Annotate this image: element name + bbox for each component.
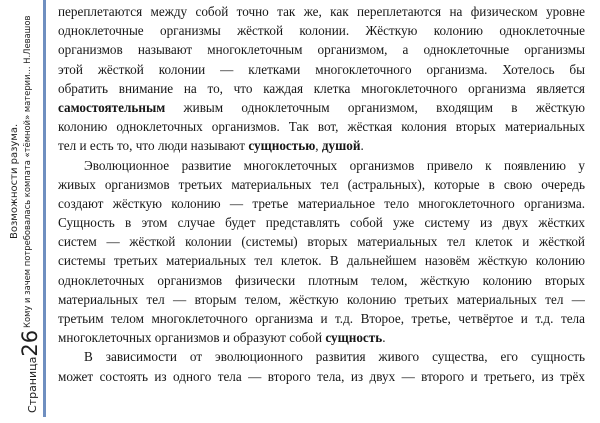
bold-term: сущность: [325, 330, 383, 346]
text-line: обратить внимание на то, что каждая клетка многоклеточного организма является: [58, 80, 585, 96]
bold-term: душой: [321, 138, 361, 154]
text-line: систем — жёсткой колонии (системы) вторых материальных тел клеток и жёсткой: [58, 234, 585, 250]
text-line: создают жёсткую колонию — третье материальное тело многоклеточного организма.: [58, 195, 585, 211]
text-line: колонию одноклеточных организмов. Так вот, жёсткая колония вторых материальных: [58, 119, 585, 135]
text-line: Эволюционное развитие многоклеточных организмов привело к появлению у: [84, 157, 585, 173]
text-line: одноклеточные организмы жёсткой колонии. Жёсткую колонию одноклеточные: [58, 23, 585, 39]
sidebar-rotated-text: [6, 0, 43, 417]
page-label-line: [20, 330, 41, 413]
text-line: [58, 98, 585, 117]
text-line: Сущность в этом случае будет представлять собой уже систему из двух жёстких: [58, 215, 585, 231]
bold-term: самостоятельным: [58, 99, 166, 115]
text-line: [58, 328, 585, 347]
text-span: живым одноклеточным организмом, входящим в жёсткую: [165, 99, 585, 115]
bold-term: сущностью: [248, 138, 316, 154]
text-span: тел и есть то, что люди называют: [58, 138, 249, 154]
text-line: одноклеточных организмов физически плотным телом, жёсткую колонию вторых: [58, 272, 585, 288]
text-line: организмов называют многоклеточным организмом, а одноклеточные организмы: [58, 42, 585, 58]
page-sidebar: [6, 0, 46, 417]
text-line: [58, 136, 585, 155]
book-title: Кому и зачем потребовалась компата «тёмной» материи... Н.Левашов: [22, 15, 32, 328]
text-span: .: [360, 138, 364, 154]
page-body-text: [58, 2, 585, 386]
text-line: переплетаются между собой точно так же, как переплетаются на физическом уровне: [58, 4, 585, 19]
text-span: .: [382, 330, 386, 346]
page-label: Страница: [26, 356, 39, 413]
page-number: 26: [18, 329, 42, 357]
text-line: третьим телом многоклеточного организма и т.д. Второе, третье, четвёртое и т.д. тела: [58, 311, 585, 326]
text-line: материальных тел — вторым телом, жёсткую колонию третьих материальных тел —: [58, 291, 585, 307]
text-line: живых организмов третьих материальных тел (астральных), которые в свою очередь: [58, 176, 585, 192]
text-line: В зависимости от эволюционного развития живого существа, его сущность: [84, 349, 585, 365]
text-span: ,: [315, 138, 322, 154]
text-line: системы третьих материальных тел клеток. В дальнейшем назовём жёсткую колонию: [58, 253, 585, 269]
text-line: может состоять из одного тела — второго тела, из двух — второго и третьего, из трёх: [58, 368, 585, 384]
chapter-title: Возможности разума.: [9, 123, 20, 239]
text-span: многоклеточных организмов и образуют собой: [58, 330, 326, 346]
text-line: этой жёсткой колонии — клетками многоклеточного организма. Хотелось бы: [58, 61, 585, 77]
